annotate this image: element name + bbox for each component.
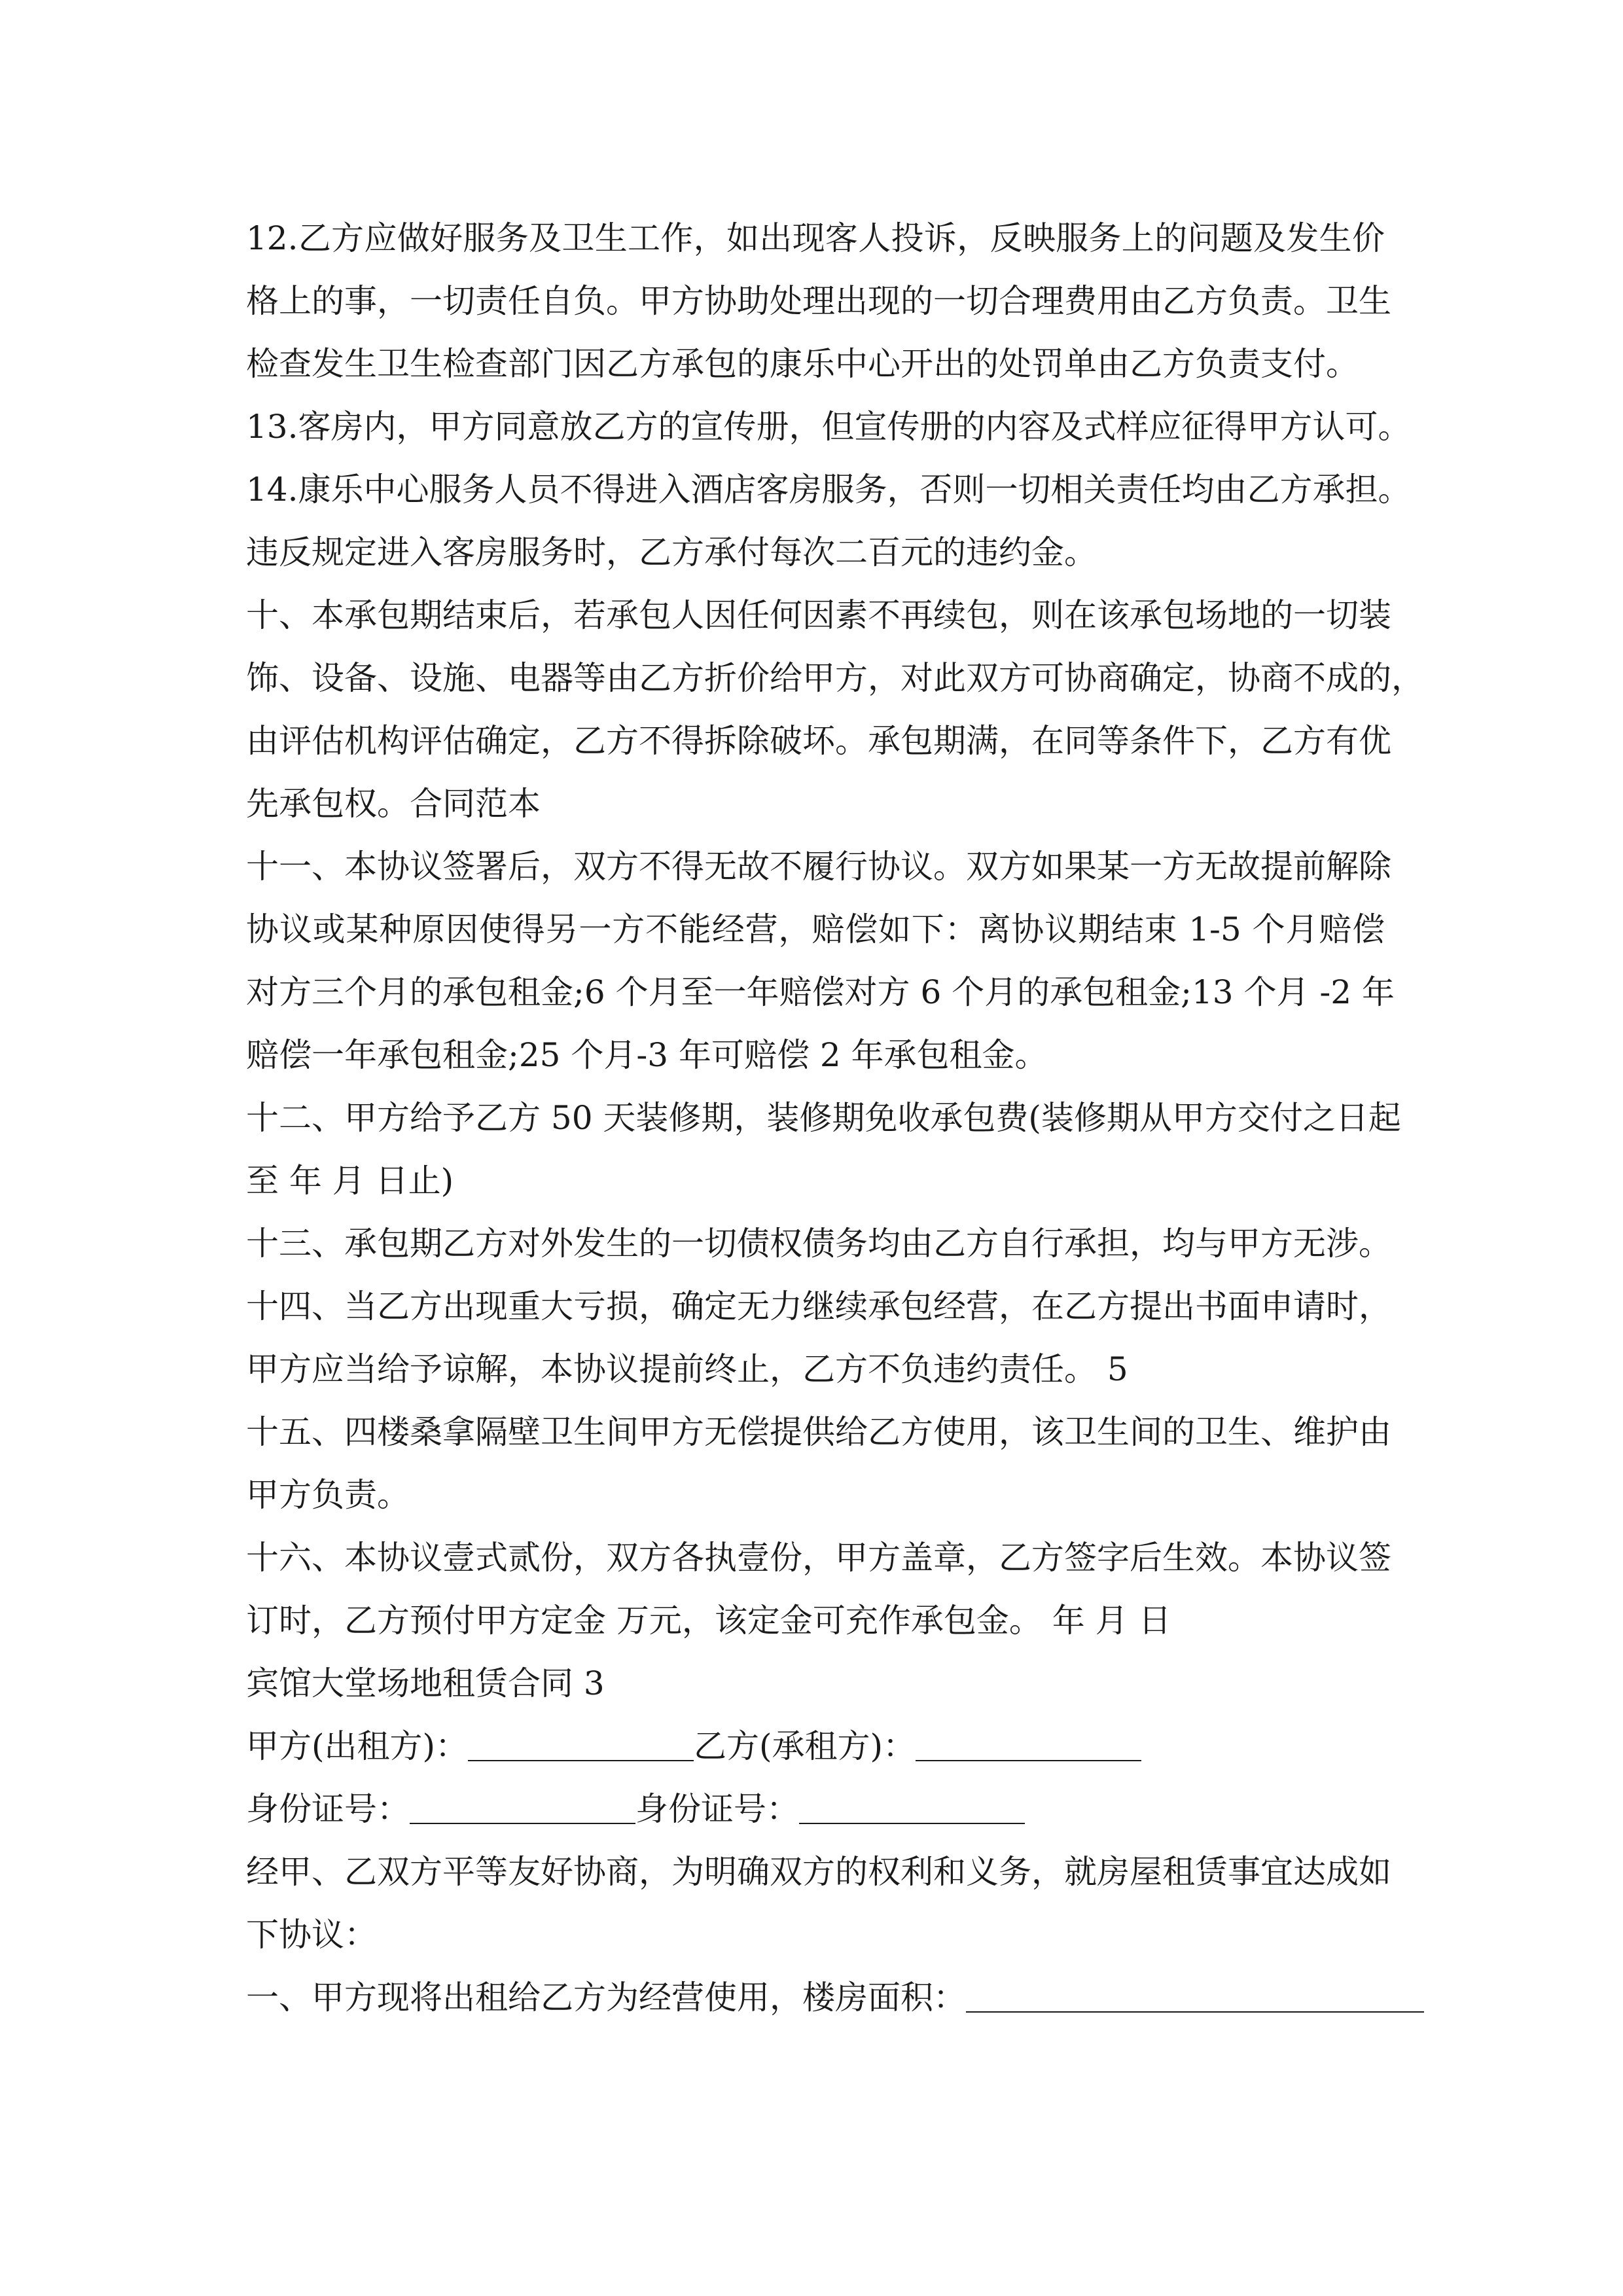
text-line: 14.康乐中心服务人员不得进入酒店客房服务，否则一切相关责任均由乙方承担。 <box>246 471 1411 509</box>
document-body <box>246 207 1424 2029</box>
lessor-id-blank <box>410 1822 635 1824</box>
lessee-id-blank <box>799 1822 1025 1824</box>
text-line: 12.乙方应做好服务及卫生工作，如出现客人投诉，反映服务上的问题及发生价 <box>246 219 1385 257</box>
text-line: 甲方应当给予谅解，本协议提前终止，乙方不负违约责任。 5 <box>246 1350 1128 1388</box>
area-blank <box>966 2011 1424 2013</box>
text-line: 十六、本协议壹式贰份，双方各执壹份，甲方盖章，乙方签字后生效。本协议签 <box>246 1539 1391 1577</box>
text-line: 下协议： <box>246 1916 377 1954</box>
text-line: 至 年 月 日止) <box>246 1162 454 1200</box>
text-line: 十五、四楼桑拿隔壁卫生间甲方无偿提供给乙方使用，该卫生间的卫生、维护由 <box>246 1413 1391 1451</box>
text-line: 十、本承包期结束后，若承包人因任何因素不再续包，则在该承包场地的一切装 <box>246 596 1391 634</box>
text-line: 协议或某种原因使得另一方不能经营，赔偿如下：离协议期结束 1-5 个月赔偿 <box>246 910 1385 948</box>
text-line: 对方三个月的承包租金;6 个月至一年赔偿对方 6 个月的承包租金;13 个月 -2 年 <box>246 973 1395 1011</box>
text-line: 十三、承包期乙方对外发生的一切债权债务均由乙方自行承担，均与甲方无涉。 <box>246 1225 1391 1263</box>
text-line: 经甲、乙双方平等友好协商，为明确双方的权利和义务，就房屋租赁事宜达成如 <box>246 1853 1391 1891</box>
text-line: 检查发生卫生检查部门因乙方承包的康乐中心开出的处罚单由乙方负责支付。 <box>246 345 1359 383</box>
lessor-blank <box>468 1759 694 1761</box>
text-line: 饰、设备、设施、电器等由乙方折价给甲方，对此双方可协商确定，协商不成的， <box>246 659 1424 697</box>
text-line: 甲方负责。 <box>246 1476 410 1514</box>
text-line: 十二、甲方给予乙方 50 天装修期，装修期免收承包费(装修期从甲方交付之日起 <box>246 1099 1401 1137</box>
lessor-id-label: 身份证号： <box>246 1790 410 1828</box>
id-line <box>246 1778 1385 1840</box>
text-line: 十四、当乙方出现重大亏损，确定无力继续承包经营，在乙方提出书面申请时， <box>246 1287 1391 1325</box>
lessee-label: 乙方(承租方)： <box>694 1727 916 1765</box>
text-line: 13.客房内，甲方同意放乙方的宣传册，但宣传册的内容及式样应征得甲方认可。 <box>246 408 1411 446</box>
text-line: 违反规定进入客房服务时，乙方承付每次二百元的违约金。 <box>246 533 1097 571</box>
text-line: 订时，乙方预付甲方定金 万元，该定金可充作承包金。 年 月 日 <box>246 1602 1171 1640</box>
area-line <box>246 1966 1385 2029</box>
text-line: 由评估机构评估确定，乙方不得拆除破坏。承包期满，在同等条件下，乙方有优 <box>246 722 1391 760</box>
area-label: 一、甲方现将出租给乙方为经营使用，楼房面积： <box>246 1979 966 2017</box>
text-line: 先承包权。合同范本 <box>246 785 541 823</box>
lessee-id-label: 身份证号： <box>635 1790 799 1828</box>
contract-title: 宾馆大堂场地租赁合同 3 <box>246 1664 605 1702</box>
text-line: 赔偿一年承包租金;25 个月-3 年可赔偿 2 年承包租金。 <box>246 1036 1048 1074</box>
lessor-label: 甲方(出租方)： <box>246 1727 469 1765</box>
party-line <box>246 1715 1385 1778</box>
lessee-blank <box>916 1759 1141 1761</box>
text-line: 十一、本协议签署后，双方不得无故不履行协议。双方如果某一方无故提前解除 <box>246 848 1391 886</box>
text-line: 格上的事，一切责任自负。甲方协助处理出现的一切合理费用由乙方负责。卫生 <box>246 282 1391 320</box>
